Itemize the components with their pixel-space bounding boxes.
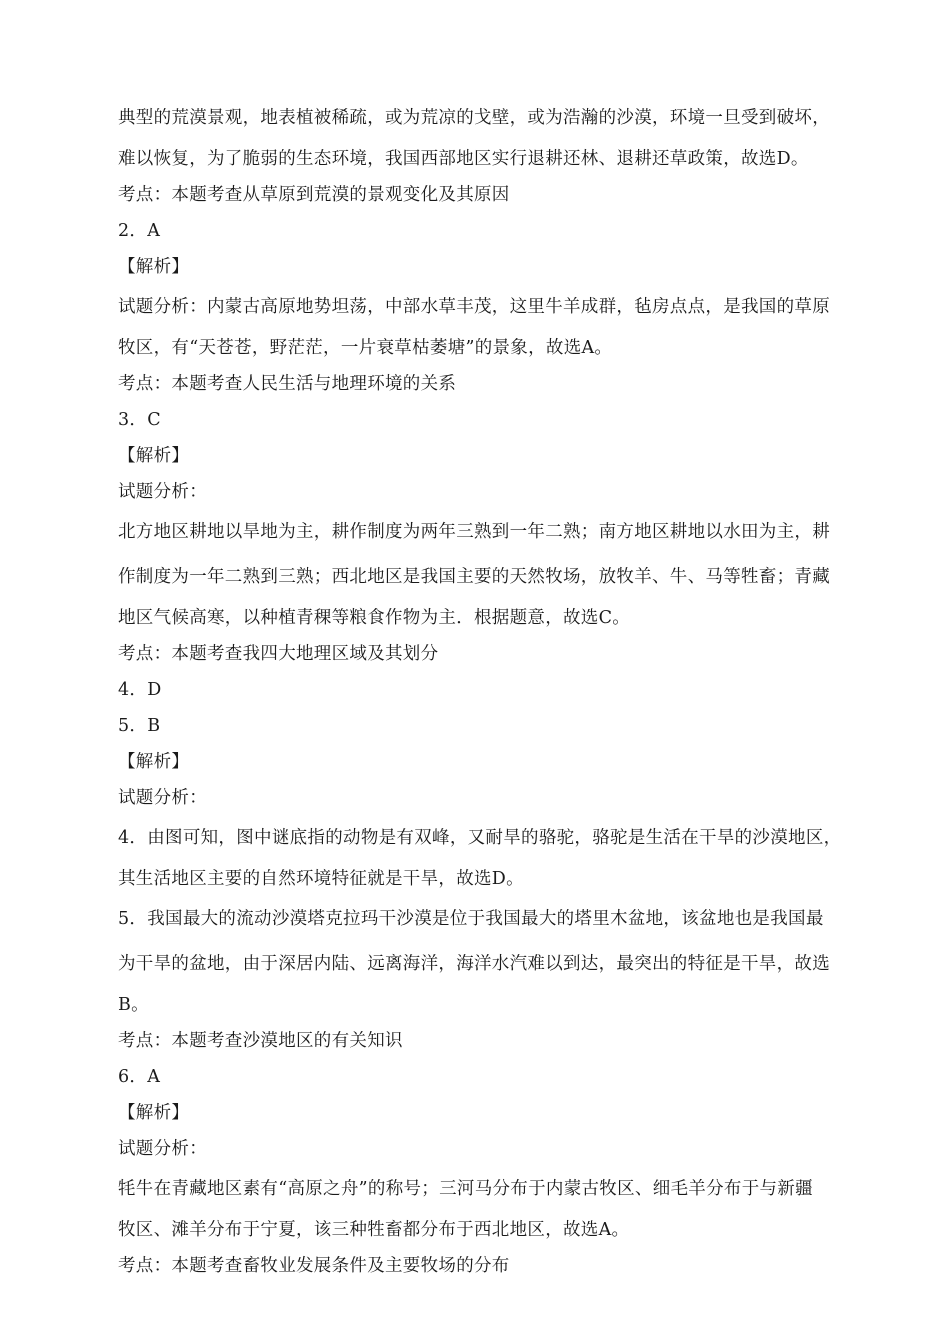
text-line: 牧区，有“天苍苍，野茫茫，一片衰草枯萎塘”的景象，故选A。 xyxy=(118,338,613,358)
text-line: 5．我国最大的流动沙漠塔克拉玛干沙漠是位于我国最大的塔里木盆地，该盆地也是我国最 xyxy=(118,909,824,929)
text-line: 考点：本题考查从草原到荒漠的景观变化及其原因 xyxy=(118,185,510,205)
document-body xyxy=(118,96,842,1284)
text-line: 4．由图可知，图中谜底指的动物是有双峰，又耐旱的骆驼，骆驼是生活在干旱的沙漠地区， xyxy=(118,828,842,848)
text-line: 为干旱的盆地，由于深居内陆、远离海洋，海洋水汽难以到达，最突出的特征是干旱，故选 xyxy=(118,954,830,974)
text-line: 试题分析： xyxy=(118,482,207,502)
text-line: 其生活地区主要的自然环境特征就是干旱，故选D。 xyxy=(118,869,524,889)
text-line: 典型的荒漠景观，地表植被稀疏，或为荒凉的戈壁，或为浩瀚的沙漠，环境一旦受到破坏， xyxy=(118,108,830,128)
text-line: 【解析】 xyxy=(118,257,190,277)
text-line: 4．D xyxy=(118,680,162,700)
text-line: 难以恢复，为了脆弱的生态环境，我国西部地区实行退耕还林、退耕还草政策，故选D。 xyxy=(118,149,809,169)
text-line: 作制度为一年二熟到三熟；西北地区是我国主要的天然牧场，放牧羊、牛、马等牲畜；青藏 xyxy=(118,567,830,587)
text-line: 6．A xyxy=(118,1067,161,1087)
text-line: 3．C xyxy=(118,410,161,430)
text-line: 考点：本题考查我四大地理区域及其划分 xyxy=(118,644,439,664)
text-line: 试题分析： xyxy=(118,1139,207,1159)
text-line: 【解析】 xyxy=(118,446,190,466)
text-line: 试题分析： xyxy=(118,788,207,808)
text-line: 北方地区耕地以旱地为主，耕作制度为两年三熟到一年二熟；南方地区耕地以水田为主，耕 xyxy=(118,522,830,542)
text-line: 考点：本题考查沙漠地区的有关知识 xyxy=(118,1031,403,1051)
text-line: 牧区、滩羊分布于宁夏，该三种牲畜都分布于西北地区，故选A。 xyxy=(118,1220,630,1240)
text-line: 考点：本题考查畜牧业发展条件及主要牧场的分布 xyxy=(118,1256,510,1276)
text-line: 牦牛在青藏地区素有“高原之舟”的称号；三河马分布于内蒙古牧区、细毛羊分布于与新疆 xyxy=(118,1179,813,1199)
text-line: B。 xyxy=(118,995,149,1015)
text-line: 试题分析：内蒙古高原地势坦荡，中部水草丰茂，这里牛羊成群，毡房点点，是我国的草原 xyxy=(118,297,830,317)
text-line: 【解析】 xyxy=(118,752,190,772)
text-line: 5．B xyxy=(118,716,161,736)
text-line: 考点：本题考查人民生活与地理环境的关系 xyxy=(118,374,457,394)
text-line: 2．A xyxy=(118,221,161,241)
text-line: 【解析】 xyxy=(118,1103,190,1123)
text-line: 地区气候高寒，以种植青稞等粮食作物为主．根据题意，故选C。 xyxy=(118,608,631,628)
